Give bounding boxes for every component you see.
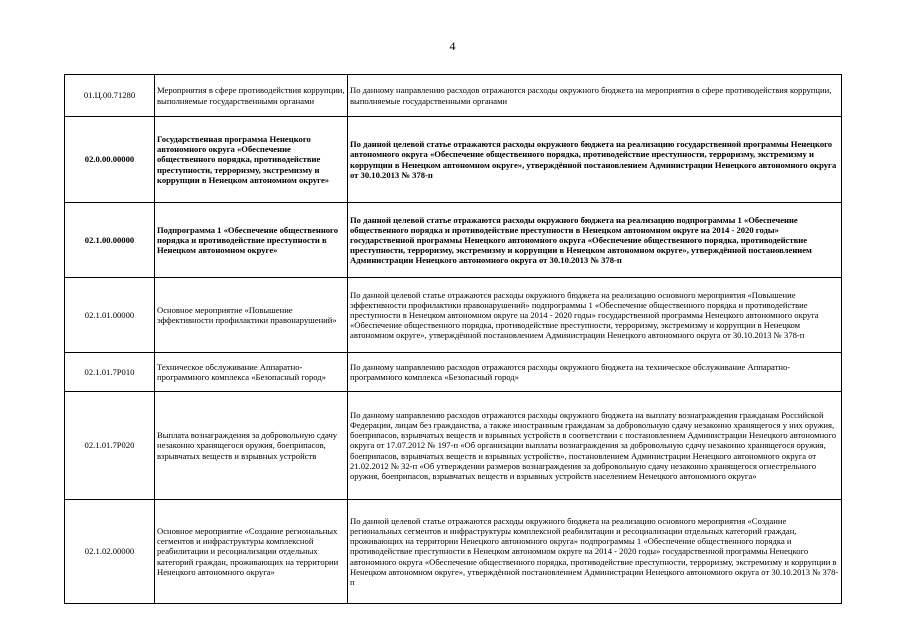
row-code: 02.1.00.00000: [65, 203, 155, 278]
row-description: По данному направлению расходов отражаются расходы окружного бюджета на техническое обслуживание Аппаратно-программного комплекса «Безопасный город»: [348, 353, 842, 392]
row-code: 02.0.00.00000: [65, 117, 155, 203]
table-row: [65, 392, 842, 500]
row-name: Мероприятия в сфере противодействия коррупции, выполняемые государственными органами: [155, 75, 348, 117]
row-description: По данной целевой статье отражаются расходы окружного бюджета на реализацию государственной программы Ненецкого автономного округа «Обеспечение общественного порядка, противодействие преступности, терроризму, экстремизму и коррупции в Ненецком автономном округе», утверждённой постановлением Администрации Ненецкого автономного округа от 30.10.2013 № 378-п: [348, 117, 842, 203]
table-row: [65, 117, 842, 203]
table-row: [65, 500, 842, 604]
row-code: 02.1.01.00000: [65, 278, 155, 353]
row-name: Государственная программа Ненецкого автономного округа «Обеспечение общественного порядка, противодействие преступности, терроризму, экстремизму и коррупции в Ненецком автономном округе»: [155, 117, 348, 203]
table-row: [65, 353, 842, 392]
page-number: 4: [449, 39, 456, 53]
table-row: [65, 75, 842, 117]
row-name: Техническое обслуживание Аппаратно-программного комплекса «Безопасный город»: [155, 353, 348, 392]
row-description: По данной целевой статье отражаются расходы окружного бюджета на реализацию подпрограммы 1 «Обеспечение общественного порядка и противодействие преступности в Ненецком автономном округе на 2014 - 2020 годы» государственной программы Ненецкого автономного округа «Обеспечение общественного порядка, противодействие преступности, терроризму, экстремизму и коррупции в Ненецком автономном округе», утверждённой постановлением Администрации Ненецкого автономного округа от 30.10.2013 № 378-п: [348, 203, 842, 278]
row-code: 02.1.01.7Р020: [65, 392, 155, 500]
row-description: По данной целевой статье отражаются расходы окружного бюджета на реализацию основного мероприятия «Создание региональных сегментов и инфраструктуры комплексной реабилитации и ресоциализации отдельных категорий граждан, проживающих на территории Ненецкого автономного округа» подпрограммы 1 «Обеспечение общественного порядка и противодействие преступности в Ненецком автономном округе на 2014 - 2020 годы» государственной программы Ненецкого автономного округа «Обеспечение общественного порядка, противодействие преступности, терроризму, экстремизму и коррупции в Ненецком автономном округе», утверждённой постановлением Администрации Ненецкого автономного округа от 30.10.2013 № 378-п: [348, 500, 842, 604]
row-code: 01.Ц.00.71280: [65, 75, 155, 117]
row-name: Основное мероприятие «Создание региональных сегментов и инфраструктуры комплексной реабилитации и ресоциализации отдельных категорий граждан, проживающих на территории Ненецкого автономного округа»: [155, 500, 348, 604]
row-code: 02.1.01.7Р010: [65, 353, 155, 392]
row-code: 02.1.02.00000: [65, 500, 155, 604]
row-description: По данному направлению расходов отражаются расходы окружного бюджета на выплату вознаграждения гражданам Российской Федерации, лицам без гражданства, а также иностранным гражданам за добровольную сдачу незаконно хранящегося у них оружия, боеприпасов, взрывчатых веществ и взрывных устройств в соответствии с постановлением Администрации Ненецкого автономного округа от 17.07.2012 № 197-п «Об организации выплаты вознаграждения за добровольную сдачу незаконно хранящегося оружия, боеприпасов, взрывчатых веществ и взрывных устройств», постановлением Администрации Ненецкого автономного округа от 21.02.2012 № 32-п «Об утверждении размеров вознаграждения за добровольную сдачу незаконно хранящегося огнестрельного оружия, боеприпасов, взрывчатых веществ и взрывных устройств населением Ненецкого автономного округа»: [348, 392, 842, 500]
table-row: [65, 278, 842, 353]
row-description: По данному направлению расходов отражаются расходы окружного бюджета на мероприятия в сфере противодействия коррупции, выполняемые государственными органами: [348, 75, 842, 117]
table-row: [65, 203, 842, 278]
budget-classification-table: [64, 74, 842, 604]
row-name: Основное мероприятие «Повышение эффективности профилактики правонарушений»: [155, 278, 348, 353]
row-description: По данной целевой статье отражаются расходы окружного бюджета на реализацию основного мероприятия «Повышение эффективности профилактики правонарушений» подпрограммы 1 «Обеспечение общественного порядка и противодействие преступности в Ненецком автономном округе на 2014 - 2020 годы» государственной программы Ненецкого автономного округа «Обеспечение общественного порядка, противодействие преступности, терроризму, экстремизму и коррупции в Ненецком автономном округе», утверждённой постановлением Администрации Ненецкого автономного округа от 30.10.2013 № 378-п: [348, 278, 842, 353]
row-name: Выплата вознаграждения за добровольную сдачу незаконно хранящегося оружия, боеприпасов, взрывчатых веществ и взрывных устройств: [155, 392, 348, 500]
row-name: Подпрограмма 1 «Обеспечение общественного порядка и противодействие преступности в Ненецком автономном округе»: [155, 203, 348, 278]
